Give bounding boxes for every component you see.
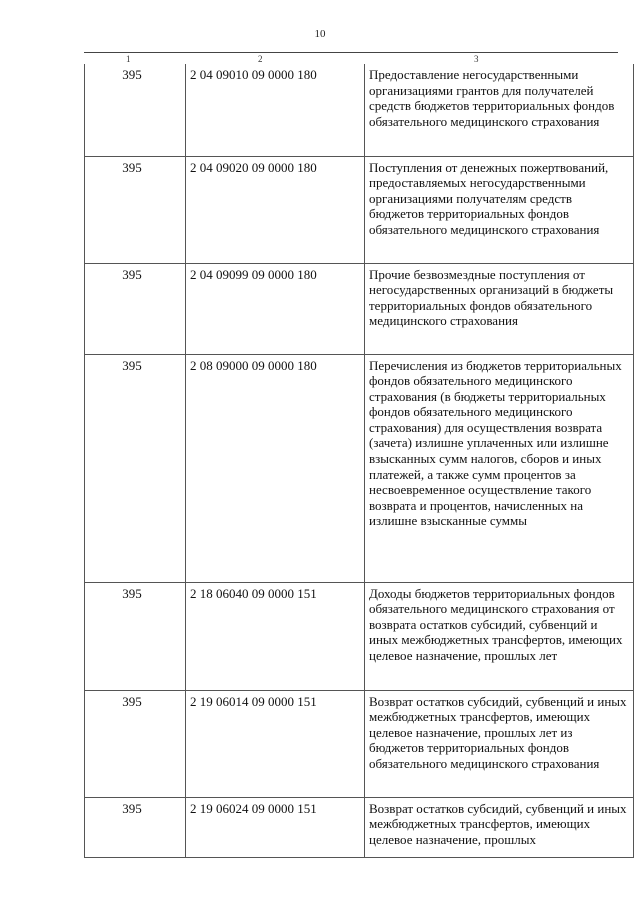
income-code-cell: 2 08 09000 09 0000 180	[186, 354, 365, 582]
column-header-3: 3	[474, 54, 479, 64]
admin-code-cell: 395	[85, 582, 186, 690]
table-row	[85, 156, 634, 263]
income-name-cell: Поступления от денежных пожертвований, предоставляемых негосударственными организациями получателям средств бюджетов территориальных фондов обязательного медицинского страхования	[365, 156, 634, 263]
admin-code-cell: 395	[85, 64, 186, 156]
income-name-cell: Возврат остатков субсидий, субвенций и иных межбюджетных трансфертов, имеющих целевое назначение, прошлых лет из бюджетов территориальных фондов обязательного медицинского страхования	[365, 690, 634, 797]
income-name-cell: Предоставление негосударственными организациями грантов для получателей средств бюджетов территориальных фондов обязательного медицинского страхования	[365, 64, 634, 156]
admin-code-cell: 395	[85, 797, 186, 857]
income-code-cell: 2 04 09099 09 0000 180	[186, 263, 365, 354]
table-row	[85, 354, 634, 582]
income-name-cell: Прочие безвозмездные поступления от негосударственных организаций в бюджеты территориальных фондов обязательного медицинского страхования	[365, 263, 634, 354]
admin-code-cell: 395	[85, 354, 186, 582]
admin-code-cell: 395	[85, 156, 186, 263]
income-code-cell: 2 18 06040 09 0000 151	[186, 582, 365, 690]
admin-code-cell: 395	[85, 263, 186, 354]
admin-code-cell: 395	[85, 690, 186, 797]
income-code-cell: 2 04 09020 09 0000 180	[186, 156, 365, 263]
column-header-1: 1	[126, 54, 131, 64]
codes-table	[84, 64, 634, 858]
table-row	[85, 690, 634, 797]
table-row	[85, 64, 634, 156]
income-name-cell: Возврат остатков субсидий, субвенций и иных межбюджетных трансфертов, имеющих целевое назначение, прошлых	[365, 797, 634, 857]
income-code-cell: 2 19 06024 09 0000 151	[186, 797, 365, 857]
income-code-cell: 2 04 09010 09 0000 180	[186, 64, 365, 156]
header-rule	[84, 52, 618, 53]
column-header-2: 2	[258, 54, 263, 64]
table-row	[85, 263, 634, 354]
table-row	[85, 797, 634, 857]
page-number: 10	[314, 28, 326, 40]
income-name-cell: Перечисления из бюджетов территориальных фондов обязательного медицинского страхования (в бюджеты территориальных фондов обязательного медицинского страхования) для осуществления возврата (зачета) излишне уплаченных или излишне взысканных сумм налогов, сборов и иных платежей, а также сумм процентов за несвоевременное осуществление такого возврата и процентов, начисленных на излишне взысканные суммы	[365, 354, 634, 582]
income-name-cell: Доходы бюджетов территориальных фондов обязательного медицинского страхования от возврата остатков субсидий, субвенций и иных межбюджетных трансфертов, имеющих целевое назначение, прошлых лет	[365, 582, 634, 690]
table-row	[85, 582, 634, 690]
income-code-cell: 2 19 06014 09 0000 151	[186, 690, 365, 797]
